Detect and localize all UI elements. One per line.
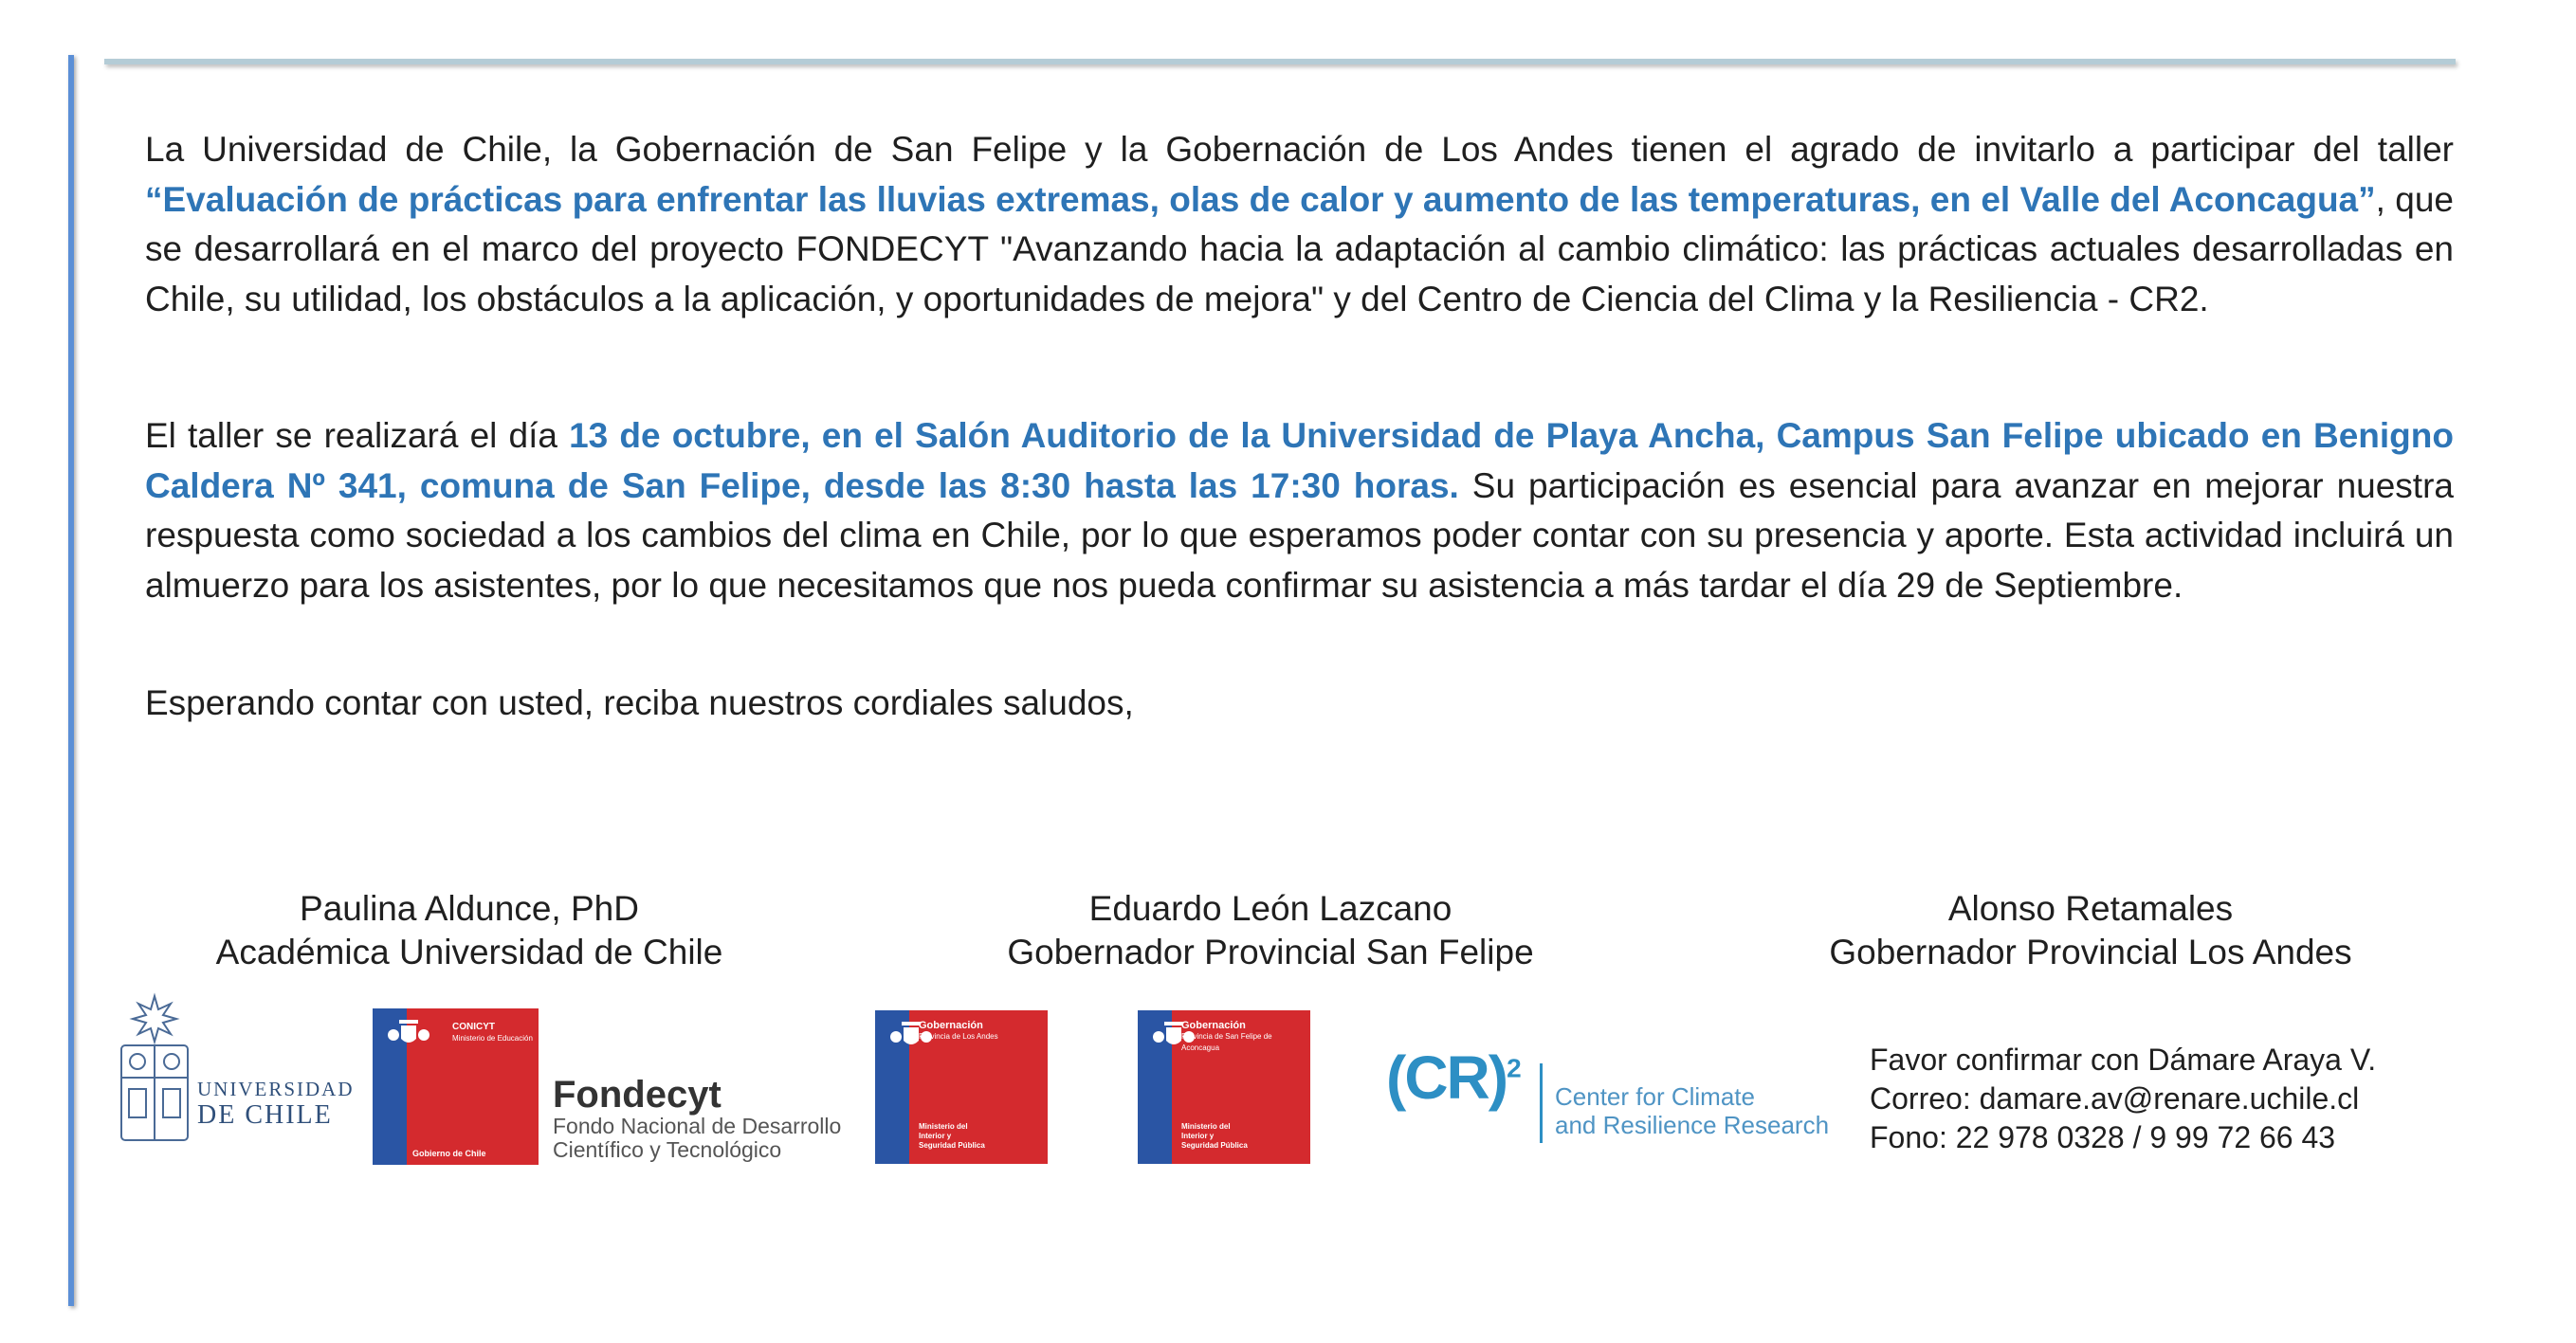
fondecyt-title: Fondecyt	[553, 1074, 722, 1116]
signatory-role: Gobernador Provincial San Felipe	[1007, 933, 1534, 971]
cr2-wordmark: Center for Climate and Resilience Research	[1555, 1082, 1830, 1139]
event-details: 13 de octubre, en el Salón Auditorio de la Universidad de Playa Ancha, Campus San Felipe ubicado en Benigno Caldera Nº 341, comuna de San Felipe, desde las 8:30 hasta las 17:30 horas.	[145, 416, 2454, 505]
gob-los-andes-label: Gobernación Provincia de Los Andes	[919, 1020, 998, 1041]
details-paragraph	[145, 411, 2454, 610]
signatory-role: Académica Universidad de Chile	[215, 933, 723, 971]
signatory-name: Paulina Aldunce, PhD	[300, 889, 639, 928]
contact-email[interactable]: Correo: damare.av@renare.uchile.cl	[1870, 1081, 2360, 1116]
contact-phone[interactable]: Fono: 22 978 0328 / 9 99 72 66 43	[1870, 1120, 2336, 1154]
gob-san-felipe-footer: Ministerio del Interior y Seguridad Pública	[1181, 1122, 1248, 1150]
chile-coat-of-arms-icon	[380, 1018, 437, 1056]
invitation-intro: La Universidad de Chile, la Gobernación de San Felipe y la Gobernación de Los Andes tienen el agrado de invitarlo a participar del taller	[145, 130, 2454, 169]
fondecyt-line1: Fondo Nacional de Desarrollo	[553, 1114, 842, 1138]
signatory-role: Gobernador Provincial Los Andes	[1829, 933, 2352, 971]
invitation-context: , que se desarrollará en el marco del proyecto FONDECYT "Avanzando hacia la adaptación al cambio climático: las prácticas actuales desarrolladas en Chile, su utilidad, los obstáculos a la aplicación, y oportunidades de mejora" y del Centro de Ciencia del Clima y la Resiliencia - CR2.	[145, 179, 2454, 318]
fondecyt-line2: Científico y Tecnológico	[553, 1137, 782, 1162]
gobernacion-los-andes-logo	[875, 1010, 1048, 1164]
invitation-paragraph	[145, 125, 2454, 324]
signatory-name: Eduardo León Lazcano	[1088, 889, 1452, 928]
gob-los-andes-footer: Ministerio del Interior y Seguridad Pública	[919, 1122, 985, 1150]
cr2-mark: (CR)$^2$	[1386, 1044, 1520, 1112]
uchile-wordmark: UNIVERSIDAD DE CHILE	[197, 1078, 355, 1130]
signatory-retamales	[1763, 887, 2418, 974]
universidad-de-chile-logo	[114, 990, 355, 1152]
closing-line: Esperando contar con usted, reciba nuestros cordiales saludos,	[145, 683, 1134, 722]
left-accent-bar	[68, 55, 74, 1306]
conicyt-label: CONICYT Ministerio de Educación	[452, 1022, 533, 1043]
signatory-leon	[939, 887, 1602, 974]
gob-san-felipe-label: Gobernación Provincia de San Felipe de Aconcagua	[1181, 1020, 1272, 1052]
fondecyt-logo	[553, 1075, 866, 1162]
top-divider	[104, 59, 2456, 64]
conicyt-footer: Gobierno de Chile	[412, 1149, 486, 1158]
cr2-divider	[1540, 1063, 1543, 1143]
contact-block	[1870, 1041, 2376, 1157]
signatory-name: Alonso Retamales	[1947, 889, 2234, 928]
gobernacion-san-felipe-logo	[1138, 1010, 1310, 1164]
contact-confirm: Favor confirmar con Dámare Araya V.	[1870, 1043, 2377, 1077]
conicyt-logo	[373, 1008, 539, 1165]
workshop-title: “Evaluación de prácticas para enfrentar las lluvias extremas, olas de calor y aumento de las temperaturas, en el Valle del Aconcagua”	[145, 179, 2376, 219]
details-rest: Su participación es esencial para avanzar en mejorar nuestra respuesta como sociedad a los cambios del clima en Chile, por lo que esperamos poder contar con su presencia y aporte. Esta actividad incluirá un almuerzo para los asistentes, por lo que necesitamos que nos pueda confirmar su asistencia a más tardar el día 29 de Septiembre.	[145, 465, 2454, 605]
details-intro: El taller se realizará el día	[145, 416, 570, 455]
uchile-emblem-icon	[114, 990, 195, 1152]
cr2-logo	[1386, 1043, 1830, 1147]
signatory-aldunce	[142, 887, 796, 974]
